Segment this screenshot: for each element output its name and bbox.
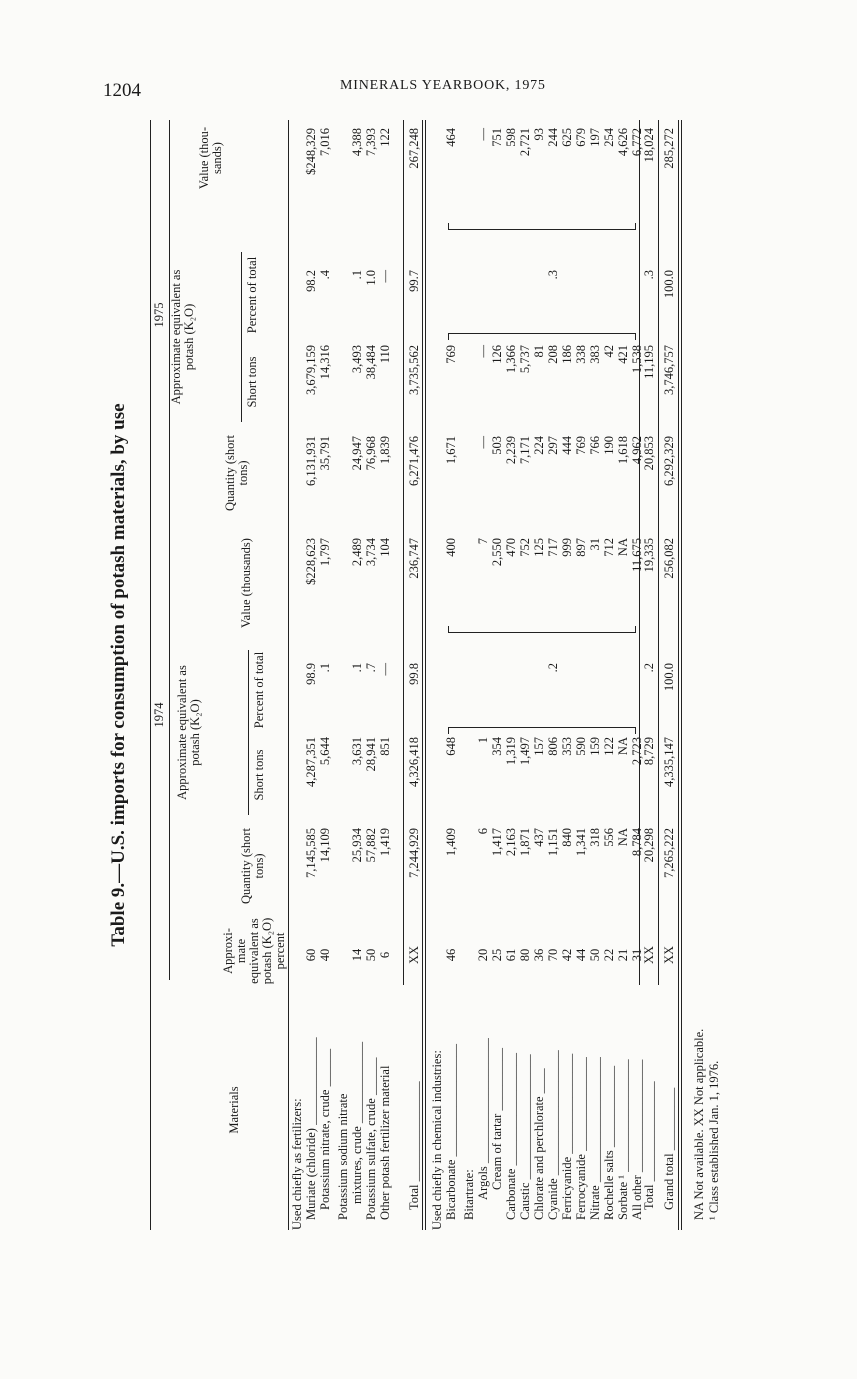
- cell-q74: 57,882: [364, 828, 378, 863]
- cell-st74: 8,729: [642, 737, 656, 766]
- cell-v74: 2,550: [490, 538, 504, 567]
- row-label: Bitartrate:: [462, 1169, 476, 1220]
- header-quantity-1975: Quantity (short tons): [223, 434, 250, 512]
- cell-pct: XX: [662, 945, 676, 965]
- cell-pct: 61: [504, 948, 518, 962]
- cell-v74: 31: [588, 538, 602, 551]
- cell-st74: 159: [588, 737, 602, 756]
- cell-q74: 2,163: [504, 828, 518, 857]
- cell-v74: 7: [476, 538, 490, 545]
- cell-q74: 7,265,222: [662, 828, 676, 878]
- cell-v74: 125: [532, 538, 546, 557]
- cell-st75: 769: [444, 345, 458, 364]
- cell-pct: 50: [588, 948, 602, 962]
- table-caption: Table 9.—U.S. imports for consumption of potash materials, by use: [108, 403, 129, 947]
- cell-st75: 3,493: [350, 345, 364, 374]
- row-label: Cyanide ____________________: [546, 1050, 560, 1220]
- cell-st75: 3,735,562: [407, 345, 421, 395]
- row-label: Potassium sulfate, crude ______: [364, 1057, 378, 1220]
- cell-st75: —: [476, 345, 490, 358]
- cell-v74: 712: [602, 538, 616, 557]
- cell-q74: 1,151: [546, 828, 560, 857]
- cell-st75: 383: [588, 345, 602, 364]
- row-label: Total ________________: [407, 1081, 421, 1210]
- row-label: Used chiefly as fertilizers:: [290, 1098, 304, 1230]
- cell-p74: .2: [546, 663, 560, 673]
- header-year-1975: 1975: [152, 302, 166, 328]
- cell-v74: 2,489: [350, 538, 364, 567]
- cell-st75: 14,316: [318, 345, 332, 380]
- cell-st74: 157: [532, 737, 546, 756]
- cell-st75: 81: [532, 345, 546, 358]
- grand-total-rule-2: [681, 120, 682, 1230]
- cell-v75: 464: [444, 128, 458, 147]
- row-label: Chlorate and perchlorate ____: [532, 1068, 546, 1220]
- cell-st75: 338: [574, 345, 588, 364]
- cell-pct: XX: [407, 945, 421, 965]
- cell-q74: 1,871: [518, 828, 532, 857]
- fert-total-rule-3: [425, 120, 426, 1230]
- fert-total-rule-2: [422, 120, 423, 1230]
- header-short-tons-1975: Short tons: [245, 356, 259, 408]
- cell-st74: 28,941: [364, 737, 378, 772]
- cell-st74: 354: [490, 737, 504, 756]
- footnote-2: ¹ Class established Jan. 1, 1976.: [707, 1060, 721, 1220]
- cell-q74: 840: [560, 828, 574, 847]
- cell-v75: 598: [504, 128, 518, 147]
- cell-q74: 1,417: [490, 828, 504, 857]
- cell-v74: 104: [378, 538, 392, 557]
- cell-q74: 25,934: [350, 828, 364, 863]
- cell-v75: 267,248: [407, 128, 421, 169]
- cell-v75: 751: [490, 128, 504, 147]
- cell-v74: 236,747: [407, 538, 421, 579]
- cell-v75: 244: [546, 128, 560, 147]
- cell-q74: 1,341: [574, 828, 588, 857]
- cell-p75: 1.0: [364, 270, 378, 286]
- cell-st74: 4,326,418: [407, 737, 421, 787]
- cell-st75: 208: [546, 345, 560, 364]
- cell-st74: 3,631: [350, 737, 364, 766]
- cell-st74: 4,335,147: [662, 737, 676, 787]
- row-label: mixtures, crude _____________: [350, 1041, 364, 1204]
- cell-pct: 21: [616, 948, 630, 962]
- cell-st74: 806: [546, 737, 560, 756]
- bottom-header-rule: [288, 120, 289, 1230]
- cell-p75: 98.2: [304, 270, 318, 292]
- row-label: Ferricyanide ________________: [560, 1053, 574, 1220]
- cell-pct: 60: [304, 948, 318, 962]
- cell-v75: 7,393: [364, 128, 378, 157]
- row-label: All other __________________: [630, 1059, 644, 1220]
- cell-v75: 4,388: [350, 128, 364, 157]
- cell-v74: $228,623: [304, 538, 318, 585]
- cell-st74: 4,287,351: [304, 737, 318, 787]
- cell-p74: .1: [350, 663, 364, 673]
- cell-v74: 11,675: [630, 538, 644, 572]
- cell-st75: 421: [616, 345, 630, 364]
- brace-st-1975: [448, 333, 636, 340]
- cell-q75: 444: [560, 436, 574, 455]
- cell-pct: 31: [630, 948, 644, 962]
- cell-v74: NA: [616, 538, 630, 557]
- header-year-1974: 1974: [152, 702, 166, 728]
- cell-p75: —: [378, 270, 392, 283]
- running-head: MINERALS YEARBOOK, 1975: [340, 78, 546, 93]
- cell-pct: 22: [602, 948, 616, 962]
- cell-q75: 224: [532, 436, 546, 455]
- cell-q74: 556: [602, 828, 616, 847]
- cell-st75: 126: [490, 345, 504, 364]
- cell-p75: 99.7: [407, 270, 421, 292]
- cell-q75: —: [476, 436, 490, 449]
- cell-v75: 6,772: [630, 128, 644, 157]
- cell-q74: 318: [588, 828, 602, 847]
- cell-q75: 1,839: [378, 436, 392, 465]
- header-materials: Materials: [227, 1086, 241, 1134]
- cell-p74: .1: [318, 663, 332, 673]
- header-quantity-1974: Quantity (short tons): [239, 827, 266, 905]
- cell-v75: 4,626: [616, 128, 630, 157]
- cell-pct: 46: [444, 948, 458, 962]
- cell-st74: 590: [574, 737, 588, 756]
- cell-q75: 20,853: [642, 436, 656, 471]
- footnote-1: NA Not available. XX Not applicable.: [692, 1028, 706, 1220]
- row-label: Muriate (chloride) ______________: [304, 1037, 318, 1220]
- header-short-tons-1974: Short tons: [252, 749, 266, 801]
- cell-q75: 6,271,476: [407, 436, 421, 486]
- cell-v74: 19,335: [642, 538, 656, 573]
- row-label: Nitrate ____________________: [588, 1057, 602, 1220]
- cell-v75: 679: [574, 128, 588, 147]
- cell-v75: 197: [588, 128, 602, 147]
- row-label: Rochelle salts _____________: [602, 1065, 616, 1220]
- cell-p74: 100.0: [662, 663, 676, 692]
- cell-q75: 6,292,329: [662, 436, 676, 486]
- header-percent: Approxi- mate equivalent as potash (K₂O) percent: [221, 917, 287, 985]
- cell-pct: 36: [532, 948, 546, 962]
- cell-v75: 93: [532, 128, 546, 141]
- brace-val-1974: [448, 626, 636, 633]
- cell-st75: 42: [602, 345, 616, 358]
- cell-st75: 1,538: [630, 345, 644, 374]
- row-label: Cream of tartar __________: [490, 1048, 504, 1190]
- cell-p74: 99.8: [407, 663, 421, 685]
- cell-p75: .1: [350, 270, 364, 280]
- cell-st75: 38,484: [364, 345, 378, 380]
- cell-q75: 769: [574, 436, 588, 455]
- cell-pct: 80: [518, 948, 532, 962]
- row-label: Used chiefly in chemical industries:: [430, 1050, 444, 1230]
- cell-q74: 1,419: [378, 828, 392, 857]
- cell-st75: 1,366: [504, 345, 518, 374]
- cell-pct: 50: [364, 948, 378, 962]
- row-label: Other potash fertilizer material: [378, 1065, 392, 1220]
- header-approx-1975: Approximate equivalent as potash (K₂O): [169, 269, 196, 405]
- cell-q75: 4,962: [630, 436, 644, 465]
- cell-st75: 3,746,757: [662, 345, 676, 395]
- cell-st74: 122: [602, 737, 616, 756]
- cell-q74: 7,145,585: [304, 828, 318, 878]
- cell-v74: 897: [574, 538, 588, 557]
- brace-val-1975: [448, 223, 636, 230]
- cell-p74: .2: [642, 663, 656, 673]
- header-value-1974: Value (thousands): [239, 538, 253, 628]
- cell-q75: 1,671: [444, 436, 458, 465]
- row-label: Caustic ____________________: [518, 1054, 532, 1220]
- cell-v74: 470: [504, 538, 518, 557]
- cell-q75: 766: [588, 436, 602, 455]
- cell-q74: 7,244,929: [407, 828, 421, 878]
- row-label: Ferrocyanide _______________: [574, 1057, 588, 1220]
- row-label: Carbonate __________________: [504, 1053, 518, 1220]
- cell-p75: .3: [546, 270, 560, 280]
- cell-v74: 400: [444, 538, 458, 557]
- cell-st74: 1,497: [518, 737, 532, 766]
- cell-q74: NA: [616, 828, 630, 847]
- cell-p75: .3: [642, 270, 656, 280]
- cell-st74: 851: [378, 737, 392, 756]
- cell-v75: 254: [602, 128, 616, 147]
- top-rule: [150, 120, 151, 1230]
- cell-st75: 5,737: [518, 345, 532, 374]
- cell-q74: 437: [532, 828, 546, 847]
- header-approx-1974: Approximate equivalent as potash (K₂O): [175, 665, 202, 800]
- cell-pct: 70: [546, 948, 560, 962]
- chem-total-rule-2: [658, 120, 659, 985]
- cell-q75: 190: [602, 436, 616, 455]
- rotated-table-block: [98, 120, 721, 1230]
- cell-st74: 648: [444, 737, 458, 756]
- header-pct-total-1974: Percent of total: [252, 651, 266, 729]
- approx-rule-1975: [241, 252, 242, 422]
- cell-pct: 42: [560, 948, 574, 962]
- grand-total-rule: [678, 120, 679, 1230]
- cell-pct: 20: [476, 948, 490, 962]
- cell-st74: 1,319: [504, 737, 518, 766]
- cell-v75: 7,016: [318, 128, 332, 157]
- cell-q75: 1,618: [616, 436, 630, 465]
- cell-v74: 999: [560, 538, 574, 557]
- cell-pct: 14: [350, 948, 364, 962]
- cell-q75: 6,131,931: [304, 436, 318, 486]
- cell-pct: XX: [642, 945, 656, 965]
- cell-q75: 7,171: [518, 436, 532, 465]
- cell-st75: 110: [378, 345, 392, 364]
- cell-v74: 717: [546, 538, 560, 557]
- cell-v75: 122: [378, 128, 392, 147]
- cell-q74: 20,298: [642, 828, 656, 863]
- cell-pct: 44: [574, 948, 588, 962]
- cell-v74: 752: [518, 538, 532, 557]
- row-label: Potassium sodium nitrate: [336, 1093, 350, 1220]
- year-rule: [169, 120, 170, 980]
- cell-p74: 98.9: [304, 663, 318, 685]
- cell-st74: NA: [616, 737, 630, 756]
- cell-q75: 76,968: [364, 436, 378, 471]
- cell-pct: 25: [490, 948, 504, 962]
- cell-st75: 11,195: [642, 345, 656, 379]
- cell-st74: 353: [560, 737, 574, 756]
- cell-v75: 18,024: [642, 128, 656, 163]
- cell-p75: 100.0: [662, 270, 676, 299]
- fert-total-rule: [403, 120, 404, 985]
- row-label: Argols ____________________: [476, 1038, 490, 1200]
- cell-q74: 8,784: [630, 828, 644, 857]
- cell-v75: 2,721: [518, 128, 532, 157]
- cell-q75: 297: [546, 436, 560, 455]
- cell-st75: 186: [560, 345, 574, 364]
- cell-st74: 2,723: [630, 737, 644, 766]
- cell-st75: 3,679,159: [304, 345, 318, 395]
- cell-q74: 6: [476, 828, 490, 835]
- header-pct-total-1975: Percent of total: [245, 256, 259, 334]
- cell-v75: $248,329: [304, 128, 318, 175]
- cell-st74: 1: [476, 737, 490, 744]
- cell-q75: 503: [490, 436, 504, 455]
- page-number: 1204: [103, 80, 141, 101]
- cell-v74: 256,082: [662, 538, 676, 579]
- row-label: Bicarbonate __________________: [444, 1043, 458, 1220]
- cell-st74: 5,644: [318, 737, 332, 766]
- row-label: Grand total __________: [662, 1087, 676, 1210]
- cell-pct: 40: [318, 948, 332, 962]
- cell-pct: 6: [378, 951, 392, 959]
- cell-q74: 14,109: [318, 828, 332, 863]
- chem-total-rule: [639, 120, 640, 985]
- brace-st-1974: [448, 727, 636, 734]
- cell-p75: .4: [318, 270, 332, 280]
- cell-v75: 285,272: [662, 128, 676, 169]
- cell-v75: 625: [560, 128, 574, 147]
- cell-p74: —: [378, 663, 392, 676]
- cell-v74: 3,734: [364, 538, 378, 567]
- cell-v75: —: [476, 128, 490, 141]
- cell-v74: 1,797: [318, 538, 332, 567]
- cell-q75: 2,239: [504, 436, 518, 465]
- row-label: Potassium nitrate, crude ______: [318, 1048, 332, 1210]
- cell-p74: .7: [364, 663, 378, 673]
- header-value-1975: Value (thou- sands): [197, 126, 224, 190]
- cell-q75: 24,947: [350, 436, 364, 471]
- cell-q75: 35,791: [318, 436, 332, 471]
- row-label: Total ________________: [642, 1081, 656, 1210]
- cell-q74: 1,409: [444, 828, 458, 857]
- row-label: Sorbate ¹ __________________: [616, 1059, 630, 1220]
- approx-rule-1974: [248, 650, 249, 815]
